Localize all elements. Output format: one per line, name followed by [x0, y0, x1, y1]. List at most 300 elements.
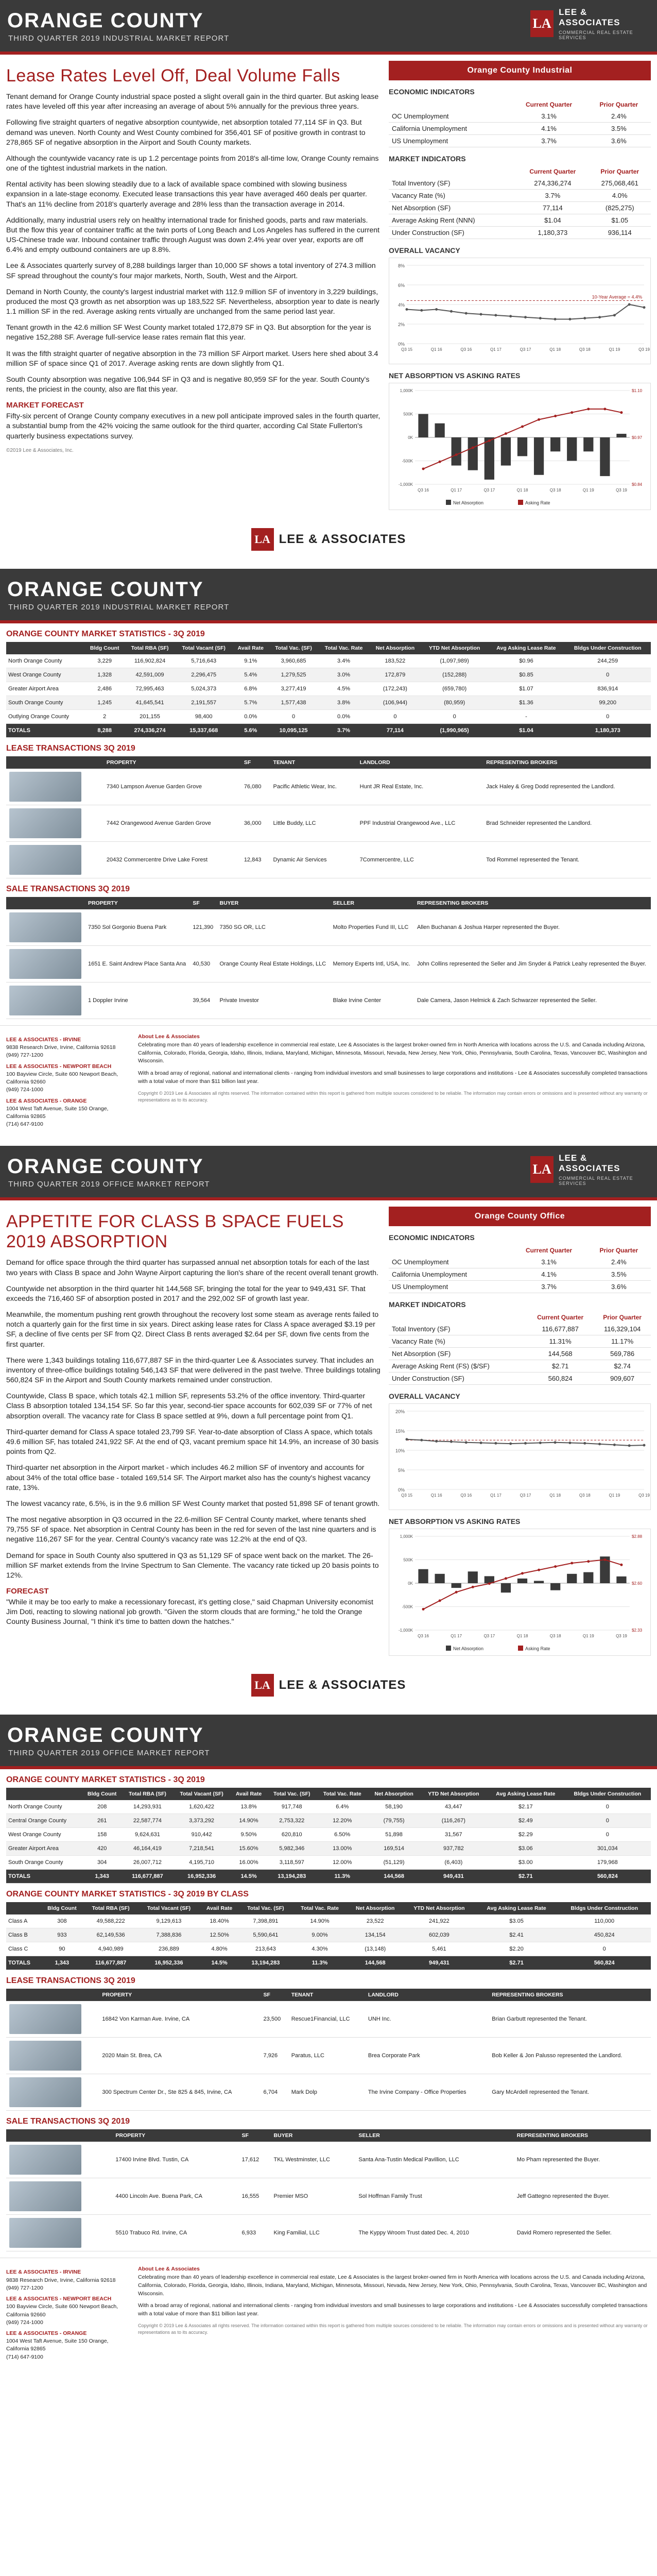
table-cell: 560,824 [564, 1870, 651, 1884]
office-name: LEE & ASSOCIATES - ORANGE [6, 2330, 87, 2336]
table-cell: 1,328 [84, 668, 125, 682]
logo-name: LEE & ASSOCIATES [559, 7, 620, 27]
table-cell: Mo Pham represented the Buyer. [514, 2142, 651, 2178]
transaction-row [6, 909, 651, 946]
paragraph: Countywide net absorption in the third quarter hit 144,568 SF, bringing the total for the year to 949,431 SF. That exceeds the 716,460 SF of absorption posted in 2017 and the 292,002 SF of growth last year. [6, 1284, 366, 1303]
property-photo [9, 2181, 81, 2211]
table-cell: $0.96 [488, 654, 564, 668]
table-cell: 3,229 [84, 654, 125, 668]
table-cell: 0 [421, 710, 488, 724]
table-cell: 13.8% [231, 1800, 267, 1814]
column-header: YTD Net Absorption [420, 1788, 487, 1800]
column-header: Avail Rate [200, 1902, 239, 1914]
indicator-current: 1,180,373 [516, 227, 589, 239]
table-cell: TOTALS [6, 724, 84, 738]
indicator-row [389, 1268, 651, 1281]
column-header: PROPERTY [99, 1989, 260, 2001]
vacancy-point [554, 318, 557, 320]
indicator-current: 274,336,274 [516, 177, 589, 190]
table-cell: 0 [564, 1814, 651, 1828]
table-cell: King Familial, LLC [271, 2215, 356, 2251]
x-tick-label: Q3 18 [579, 347, 591, 352]
table-cell: $2.20 [475, 1942, 558, 1956]
absorption-bar [616, 1577, 626, 1583]
absorption-bar [534, 437, 544, 475]
asking-rate-point [587, 408, 590, 410]
econ-label: ECONOMIC INDICATORS [389, 1233, 475, 1242]
col-cur: Current Quarter [537, 1314, 584, 1321]
table-cell: 12,843 [241, 842, 270, 878]
x-tick-label: Q3 19 [638, 347, 650, 352]
column-header: Avg Asking Lease Rate [475, 1902, 558, 1914]
column-header: Total Vac. Rate [292, 1902, 348, 1914]
vacancy-point [480, 313, 482, 316]
table-cell: 22,587,774 [122, 1814, 172, 1828]
paragraph: Lee & Associates quarterly survey of 8,288 buildings larger than 10,000 SF shows a total inventory of 274.3 million SF spread throughout the county's four major markets, North, South, West and the Airport. [6, 262, 376, 280]
indicator-current: 3.1% [511, 1256, 586, 1268]
indicator-prior: 936,114 [589, 227, 651, 239]
paragraph: Following five straight quarters of negative absorption countywide, net absorption totaled 77,114 SF in Q3. But demand was uneven. North County and West County combined for 356,401 SF of positive growth in contrast to 278,865 SF of negative absorption in the Airport and South County markets. [6, 118, 366, 147]
vacancy-label: OVERALL VACANCY [389, 1392, 460, 1401]
table-cell: 40,530 [189, 946, 216, 982]
y-tick-label: 1,000K [400, 1534, 413, 1539]
panel-title: Orange County Industrial [389, 61, 651, 80]
legend-label: Asking Rate [525, 500, 550, 505]
column-header: Avail Rate [231, 1788, 267, 1800]
table-cell: 5,024,373 [175, 682, 233, 696]
property-address: 1651 E. Saint Andrew Place Santa Ana [85, 946, 189, 982]
column-header: REPRESENTING BROKERS [483, 756, 651, 769]
property-photo [9, 986, 81, 1015]
office-footer [0, 2258, 657, 2368]
industrial-footer [0, 1025, 657, 1136]
x-tick-label: Q1 19 [582, 1634, 594, 1639]
table-cell: Mark Dolp [288, 2074, 365, 2111]
column-header: Bldg Count [82, 1788, 122, 1800]
industrial-stats-table [6, 642, 651, 738]
table-row [6, 1942, 651, 1956]
vacancy-point [643, 1444, 646, 1447]
table-cell: South Orange County [6, 696, 84, 710]
y2-tick-label: $2.33 [632, 1628, 643, 1633]
table-cell: 16.00% [231, 1856, 267, 1870]
table-cell: 14.5% [231, 1870, 267, 1884]
table-cell: $2.71 [487, 1870, 564, 1884]
table-cell: 274,336,274 [125, 724, 175, 738]
table-cell: 43,447 [420, 1800, 487, 1814]
y-tick-label: 15% [395, 1429, 405, 1434]
office-stats-table [6, 1788, 651, 1884]
property-photo [9, 2041, 81, 2071]
table-cell: 1,620,422 [173, 1800, 231, 1814]
about-title: About Lee & Associates [138, 1033, 200, 1040]
office-class-table [6, 1902, 651, 1970]
table-cell: 99,200 [564, 696, 651, 710]
table-cell: 3.4% [318, 654, 369, 668]
table-cell: 5,716,643 [175, 654, 233, 668]
property-photo [9, 912, 81, 942]
table-cell: 23,500 [261, 2001, 288, 2038]
column-header: LANDLORD [357, 756, 483, 769]
property-photo-cell [6, 982, 85, 1019]
table-cell: 9.50% [231, 1828, 267, 1842]
legend-swatch [446, 500, 451, 505]
column-header: TENANT [288, 1989, 365, 2001]
indicator-row [389, 1335, 651, 1348]
absorption-bar [435, 1574, 444, 1583]
office-address: 100 Bayview Circle, Suite 600 Newport Beach, California 92660 [6, 1071, 118, 1086]
table-cell: 10,095,125 [269, 724, 318, 738]
table-cell: $0.85 [488, 668, 564, 682]
paragraph: Rental activity has been slowing steadily due to a lack of available space combined with slowing business expansion in a late-stage economy. Executed lease transactions this year have averaged 460 deals per quarter. That's an 11% decline from 2018's quarterly average and 28% less than the transaction average in 2014. [6, 180, 367, 209]
table-cell: 11.3% [292, 1956, 348, 1970]
office-address: 100 Bayview Circle, Suite 600 Newport Beach, California 92660 [6, 2303, 118, 2318]
vacancy-point [554, 1442, 557, 1444]
table-cell: (106,944) [369, 696, 421, 710]
table-cell: 46,164,419 [122, 1842, 172, 1856]
indicator-label: California Unemployment [389, 123, 511, 135]
lee-logo-mark-icon: LA [251, 528, 274, 551]
indicator-label: Average Asking Rent (FS) ($/SF) [389, 1360, 527, 1372]
absorption-bar [534, 1581, 544, 1584]
property-photo-cell [6, 769, 103, 805]
absorption-chart-svg [389, 1529, 650, 1653]
vacancy-point [494, 1442, 497, 1445]
property-photo [9, 808, 81, 838]
indicator-prior: 3.5% [587, 123, 651, 135]
property-address: 16842 Von Karman Ave. Irvine, CA [99, 2001, 260, 2038]
x-tick-label: Q3 18 [579, 1493, 591, 1498]
industrial-panel [389, 61, 651, 510]
column-header: Total Vac. Rate [317, 1788, 368, 1800]
column-header: BUYER [271, 2129, 356, 2142]
office-name: LEE & ASSOCIATES - NEWPORT BEACH [6, 1063, 112, 1070]
vacancy-point [524, 316, 527, 318]
table-cell: 450,824 [558, 1928, 651, 1942]
column-header: Net Absorption [369, 642, 421, 654]
y-tick-label: 500K [403, 1557, 413, 1563]
table-cell: Brad Schneider represented the Landlord. [483, 805, 651, 842]
table-cell: Greater Airport Area [6, 1842, 82, 1856]
table-row [6, 1856, 651, 1870]
table-cell: 144,568 [368, 1870, 420, 1884]
table-cell: TOTALS [6, 1870, 82, 1884]
table-cell: 308 [40, 1914, 83, 1928]
vacancy-chart-svg [389, 258, 650, 361]
paragraph: Demand in North County, the county's largest industrial market with 112.9 million SF of inventory in 3,229 buildings, produced the most Q3 growth as net absorption was up 183,522 SF. Nevertheless, absorption year to date is nearly 1.1 million SF in the red. Average asking rents virtually are unchanged from the same period last year. [6, 287, 379, 316]
table-row [6, 1842, 651, 1856]
table-cell: 6,933 [239, 2215, 271, 2251]
table-total-row [6, 1870, 651, 1884]
table-cell: (1,990,965) [421, 724, 488, 738]
x-tick-label: Q1 19 [609, 1493, 620, 1498]
property-address: 7340 Lampson Avenue Garden Grove [103, 769, 241, 805]
vacancy-chart-svg [389, 1404, 650, 1507]
about-text-2: With a broad array of regional, national and international clients - ranging from individual investors and small businesses to large corporations and institutions - Lee & Associates successfully completed transactions with a total value of more than $11 billion last year. [138, 1070, 648, 1084]
indicator-current: 3.7% [516, 190, 589, 202]
about-copyright: Copyright © 2019 Lee & Associates all rights reserved. The information contained within this report is gathered from multiple sources considered to be reliable. The information may contain errors or omissions and is presented without any warranty or representations as to its accuracy. [138, 2323, 648, 2335]
column-header: BUYER [217, 897, 330, 909]
about-text: Celebrating more than 40 years of leadership excellence in commercial real estate, Lee & Associates is the largest broker-owned firm in North America with locations across the U.S. and Canada including Arizona, California, Colorado, Florida, Georgia, Idaho, Illinois, Indiana, Maryland, Michigan, Minnesota, Missouri, Nevada, New Jersey, New York, Ohio, Pennsylvania, South Carolina, Texas, Vancouver BC, Washington and Wisconsin. [138, 1041, 647, 1064]
property-photo-cell [6, 2142, 112, 2178]
indicator-current: 11.31% [527, 1335, 594, 1348]
indicator-label: US Unemployment [389, 135, 511, 147]
x-tick-label: Q3 16 [418, 1634, 429, 1639]
table-cell: TKL Westminster, LLC [271, 2142, 356, 2178]
column-header: YTD Net Absorption [403, 1902, 475, 1914]
column-header [6, 1788, 82, 1800]
lee-logo[interactable] [530, 8, 649, 39]
table-cell: 7,218,541 [173, 1842, 231, 1856]
x-tick-label: Q1 17 [451, 1634, 462, 1639]
table-cell: $2.17 [487, 1800, 564, 1814]
col-prior: Prior Quarter [600, 168, 639, 175]
asking-rate-point [587, 1561, 590, 1563]
indicator-row [389, 202, 651, 214]
table-cell: Orange County Real Estate Holdings, LLC [217, 946, 330, 982]
column-header: Total Vacant (SF) [138, 1902, 200, 1914]
lee-logo-mark-icon: LA [251, 1674, 274, 1697]
table-cell: 7,388,836 [138, 1928, 200, 1942]
property-photo [9, 772, 81, 802]
table-cell: 77,114 [369, 724, 421, 738]
column-header: REPRESENTING BROKERS [414, 897, 651, 909]
paragraph: Countywide, Class B space, which totals 42.1 million SF, represents 53.2% of the office inventory. Third-quarter Class B absorption totaled 134,154 SF. So far this year, second-tier space accounts for 602,039 SF or 77% of net absorption overall. The vacancy rate for Class B space settled at 9%, down a full percentage point from Q1. [6, 1392, 372, 1420]
column-header: Bldgs Under Construction [558, 1902, 651, 1914]
indicator-current: 144,568 [527, 1348, 594, 1360]
table-cell: 9.1% [232, 654, 269, 668]
table-cell: 949,431 [420, 1870, 487, 1884]
table-cell: Jeff Gattegno represented the Buyer. [514, 2178, 651, 2215]
vacancy-point [524, 1442, 527, 1445]
asking-rate-point [455, 453, 458, 456]
office-sale-table [6, 2129, 651, 2251]
table-cell: David Romero represented the Seller. [514, 2215, 651, 2251]
table-cell: TOTALS [6, 1956, 40, 1970]
indicator-label: Total Inventory (SF) [389, 1323, 527, 1335]
table-cell: Private Investor [217, 982, 330, 1019]
column-header: Total Vac. Rate [318, 642, 369, 654]
column-header: Total Vacant (SF) [173, 1788, 231, 1800]
table-cell: John Collins represented the Seller and Jim Snyder & Patrick Leahy represented the Buyer. [414, 946, 651, 982]
x-tick-label: Q1 18 [516, 488, 528, 493]
transaction-row [6, 2215, 651, 2251]
table-cell: 12.50% [200, 1928, 239, 1942]
property-photo-cell [6, 2178, 112, 2215]
table-cell: $3.00 [487, 1856, 564, 1870]
table-cell: 5,590,641 [239, 1928, 292, 1942]
indicator-prior: 2.4% [587, 1256, 651, 1268]
office-list [6, 1033, 130, 1128]
stats-title: ORANGE COUNTY MARKET STATISTICS - 3Q 2019 [6, 630, 205, 638]
table-cell: 116,902,824 [125, 654, 175, 668]
office-name: LEE & ASSOCIATES - IRVINE [6, 2269, 81, 2276]
office-address: 9838 Research Drive, Irvine, California 92618 [6, 2277, 116, 2283]
absorption-bar [583, 1572, 593, 1583]
x-tick-label: Q3 19 [638, 1493, 650, 1498]
table-cell: 12.00% [317, 1856, 368, 1870]
vacancy-point [613, 314, 616, 316]
logo-tagline: COMMERCIAL REAL ESTATE SERVICES [559, 1176, 633, 1187]
indicator-label: Total Inventory (SF) [389, 177, 516, 190]
table-cell: 0.0% [232, 710, 269, 724]
indicator-current: 4.1% [511, 123, 586, 135]
column-header [6, 897, 85, 909]
table-cell: 0 [564, 710, 651, 724]
indicator-prior: 3.6% [587, 1281, 651, 1293]
indicator-row [389, 123, 651, 135]
asking-rate-point [570, 1562, 573, 1565]
absorption-bar [485, 437, 494, 480]
indicator-prior: 909,607 [594, 1372, 651, 1385]
office-subtitle: THIRD QUARTER 2019 OFFICE MARKET REPORT [8, 1749, 210, 1758]
column-header: REPRESENTING BROKERS [514, 2129, 651, 2142]
property-photo [9, 2218, 81, 2248]
industrial-body [0, 55, 657, 510]
table-cell: 3,373,292 [173, 1814, 231, 1828]
y2-tick-label: $0.97 [632, 435, 643, 440]
copyright: ©2019 Lee & Associates, Inc. [6, 447, 74, 453]
property-address: 5510 Trabuco Rd. Irvine, CA [112, 2215, 238, 2251]
legend-swatch [518, 1646, 523, 1651]
indicator-row [389, 1360, 651, 1372]
property-photo [9, 949, 81, 979]
property-address: 1 Doppler Irvine [85, 982, 189, 1019]
absorption-bar [452, 437, 461, 466]
table-cell: $1.07 [488, 682, 564, 696]
x-tick-label: Q1 17 [490, 1493, 502, 1498]
forecast-text: "While it may be too early to make a recessionary forecast, it's getting close," said Chapman University economist Jim Doti, reacting to slowing national job growth. "Given the storm clouds that are forming," he told the Orange County Business Journal, "I think it's time to batten down the hatches." [6, 1598, 373, 1626]
lee-logo[interactable] [530, 1154, 649, 1185]
property-address: 300 Spectrum Center Dr., Ste 825 & 845, Irvine, CA [99, 2074, 260, 2111]
table-cell: South Orange County [6, 1856, 82, 1870]
vacancy-point [480, 1442, 482, 1444]
vacancy-point [539, 1442, 542, 1444]
column-header: YTD Net Absorption [421, 642, 488, 654]
about-title: About Lee & Associates [138, 2266, 200, 2273]
about-block [130, 1033, 651, 1128]
table-cell: 3.0% [318, 668, 369, 682]
indicator-prior: 2.4% [587, 110, 651, 123]
table-cell: 13.00% [317, 1842, 368, 1856]
indicator-current: 4.1% [511, 1268, 586, 1281]
table-cell: $1.36 [488, 696, 564, 710]
x-tick-label: Q3 16 [460, 1493, 472, 1498]
table-cell: 5.6% [232, 724, 269, 738]
table-cell: Bob Keller & Jon Palusso represented the Landlord. [489, 2038, 651, 2074]
table-cell: 6.50% [317, 1828, 368, 1842]
table-cell: 36,000 [241, 805, 270, 842]
y-tick-label: -500K [402, 459, 413, 464]
asking-rate-point [538, 418, 540, 421]
table-row [6, 682, 651, 696]
forecast-text: Fifty-six percent of Orange County company executives in a new poll anticipate improved sales in the fourth quarter, a substantial bump from the 42% voicing the same outlook for the third quarter, according Cal State Fullerton's quarterly business expectations survey. [6, 412, 381, 440]
table-cell: (116,267) [420, 1814, 487, 1828]
table-cell: 933 [40, 1928, 83, 1942]
column-header [6, 1989, 99, 2001]
indicator-label: California Unemployment [389, 1268, 511, 1281]
table-cell: Paratus, LLC [288, 2038, 365, 2074]
market-label: MARKET INDICATORS [389, 1300, 466, 1309]
market-label: MARKET INDICATORS [389, 155, 466, 163]
property-photo [9, 2077, 81, 2107]
table-cell: 7Commercentre, LLC [357, 842, 483, 878]
table-cell: Jack Haley & Greg Dodd represented the Landlord. [483, 769, 651, 805]
vacancy-point [406, 1438, 408, 1441]
table-cell: 4.30% [292, 1942, 348, 1956]
table-cell: 937,782 [420, 1842, 487, 1856]
asking-rate-point [488, 1583, 491, 1585]
indicator-label: Vacancy Rate (%) [389, 190, 516, 202]
y-tick-label: 6% [397, 283, 405, 288]
indicator-prior: $1.05 [589, 214, 651, 227]
table-cell: 7350 SG OR, LLC [217, 909, 330, 946]
column-header: Net Absorption [347, 1902, 403, 1914]
vacancy-label: OVERALL VACANCY [389, 246, 460, 255]
asking-rate-point [488, 439, 491, 442]
table-cell: 14.90% [292, 1914, 348, 1928]
table-cell: 236,889 [138, 1942, 200, 1956]
asking-rate-point [620, 1564, 623, 1566]
table-cell: 7,926 [261, 2038, 288, 2074]
vacancy-point [509, 315, 512, 317]
table-cell: (80,959) [421, 696, 488, 710]
paragraph: Demand for space in South County also sputtered in Q3 as 51,129 SF of space went back on the market. The 26-million SF market extends from the Irvine Spectrum to San Clemente. The vacancy rate ticked up 20 basis points to 12%. [6, 1551, 379, 1580]
industrial-subtitle: THIRD QUARTER 2019 INDUSTRIAL MARKET REPORT [8, 603, 230, 612]
indicator-row [389, 1348, 651, 1360]
asking-rate-point [554, 415, 557, 417]
table-cell: 7,398,891 [239, 1914, 292, 1928]
property-photo-cell [6, 946, 85, 982]
table-cell: 0 [369, 710, 421, 724]
table-cell: 2,296,475 [175, 668, 233, 682]
table-cell: 6.4% [317, 1800, 368, 1814]
indicator-current: 3.7% [511, 135, 586, 147]
table-cell: 1,343 [82, 1870, 122, 1884]
indicator-label: Net Absorption (SF) [389, 1348, 527, 1360]
transaction-row [6, 769, 651, 805]
table-cell: 560,824 [558, 1956, 651, 1970]
table-cell: Molto Properties Fund III, LLC [330, 909, 414, 946]
y2-tick-label: $2.88 [632, 1534, 643, 1539]
vacancy-point [406, 308, 408, 311]
table-cell: 58,190 [368, 1800, 420, 1814]
sale-title: SALE TRANSACTIONS 3Q 2019 [6, 2117, 130, 2126]
y2-tick-label: $0.84 [632, 482, 643, 487]
indicator-current: 560,824 [527, 1372, 594, 1385]
table-cell: Pacific Athletic Wear, Inc. [270, 769, 357, 805]
absorption-bar [567, 437, 577, 461]
table-row [6, 710, 651, 724]
table-cell: 62,149,536 [83, 1928, 137, 1942]
property-address: 7442 Orangewood Avenue Garden Grove [103, 805, 241, 842]
paragraph: Tenant demand for Orange County industrial space posted a slight overall gain in the third quarter. But asking lease rates have leveled off this year after increasing an average of about 5% annually for the previous three years. [6, 93, 379, 111]
vacancy-point [509, 1443, 512, 1445]
property-photo [9, 845, 81, 875]
absorption-bar [517, 1579, 527, 1583]
indicator-prior: 569,786 [594, 1348, 651, 1360]
econ-table [389, 1245, 651, 1293]
transaction-row [6, 2001, 651, 2038]
table-total-row [6, 724, 651, 738]
table-cell: 4,195,710 [173, 1856, 231, 1870]
table-cell: Memory Experts Intl, USA, Inc. [330, 946, 414, 982]
column-header: REPRESENTING BROKERS [489, 1989, 651, 2001]
table-cell: 0 [269, 710, 318, 724]
table-cell: $1.04 [488, 724, 564, 738]
asking-rate-point [422, 1608, 425, 1611]
table-cell: Tod Rommel represented the Tenant. [483, 842, 651, 878]
